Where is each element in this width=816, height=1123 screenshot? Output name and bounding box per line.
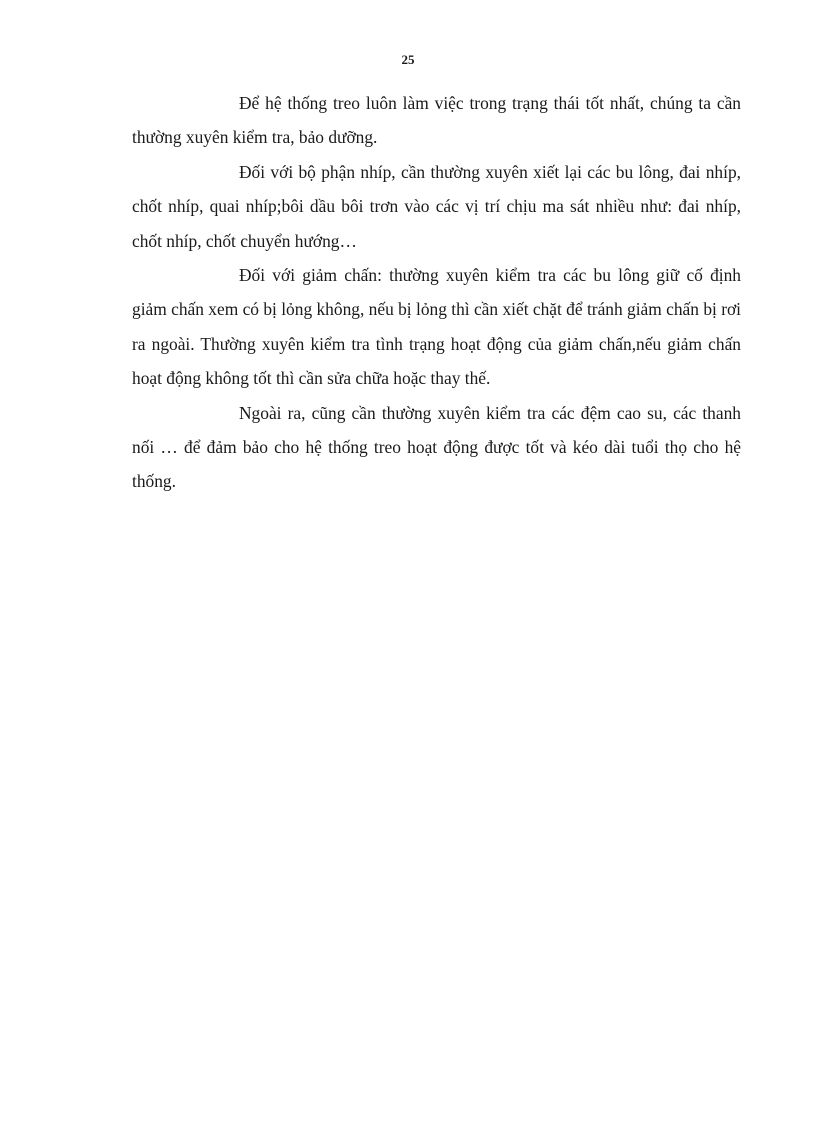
paragraph-leaf-spring: Đối với bộ phận nhíp, cần thường xuyên xiết lại các bu lông, đai nhíp, chốt nhíp, quai nhíp;bôi dầu bôi trơn vào các vị trí chịu ma sát nhiều như: đai nhíp, chốt nhíp, chốt chuyển hướng… [132,161,741,251]
paragraph-maintenance-intro: Để hệ thống treo luôn làm việc trong trạng thái tốt nhất, chúng ta cần thường xuyên kiểm tra, bảo dưỡng. [132,93,741,148]
paragraph-rubber-pads: Ngoài ra, cũng cần thường xuyên kiểm tra các đệm cao su, các thanh nối … để đảm bảo cho hệ thống treo hoạt động được tốt và kéo dài tuổi thọ cho hệ thống. [132,402,741,492]
page-number: 25 [401,52,415,67]
body-text [132,86,741,499]
paragraph-shock-absorber: Đối với giảm chấn: thường xuyên kiểm tra các bu lông giữ cố định giảm chấn xem có bị lỏng không, nếu bị lỏng thì cần xiết chặt để tránh giảm chấn bị rơi ra ngoài. Thường xuyên kiểm tra tình trạng hoạt động của giảm chấn,nếu giảm chấn hoạt động không tốt thì cần sửa chữa hoặc thay thế. [132,265,742,389]
